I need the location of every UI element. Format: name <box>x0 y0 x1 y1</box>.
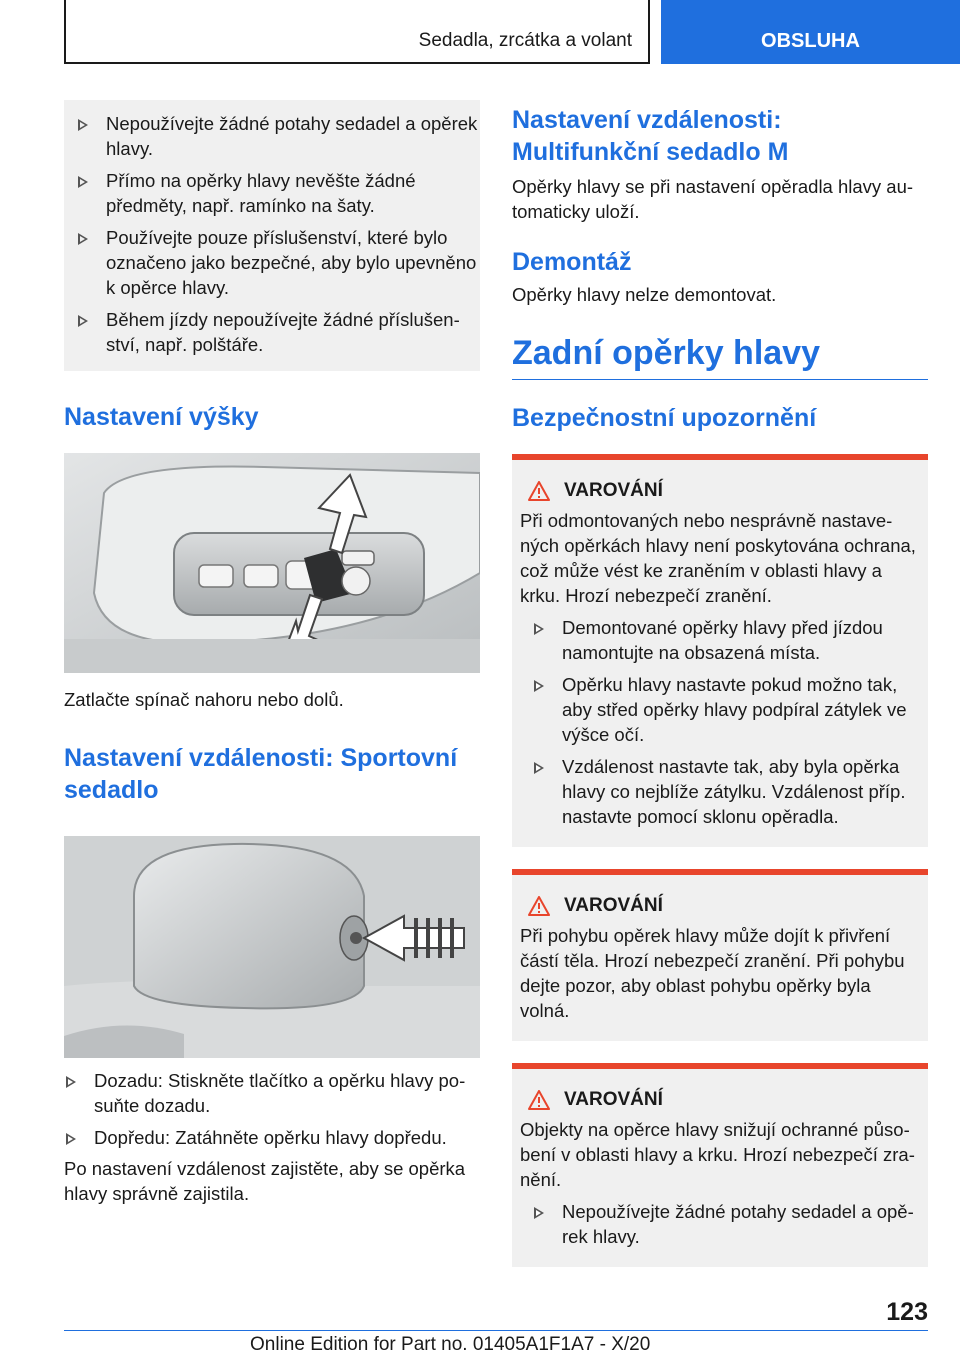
dismount-heading: Demontáž <box>512 248 632 276</box>
warning-title <box>520 895 920 917</box>
seat-switch-photo <box>64 453 480 673</box>
rear-heading: Zadní opěrky hlavy <box>512 333 928 380</box>
warning-text: Při odmontovaných nebo nesprávně nastavených opěrkách hlavy není poskytována ochrana, což může vést ke zraněním v oblasti hlavy a krku. Hrozí nebezpečí zranění. <box>520 510 916 606</box>
warning-title-text: VAROVÁNÍ <box>564 480 663 501</box>
header-frame <box>64 0 650 64</box>
warning-text: Při pohybu opěrek hlavy může dojít k přivření částí těla. Hrozí nebezpečí zranění. Při pohybu dejte pozor, aby oblast pohybu opěrky byla volná. <box>520 925 905 1021</box>
header-section-title: Sedadla, zrcátka a volant <box>418 30 632 51</box>
sport-heading: Nastavení vzdálenosti: Sportovní sedadlo <box>64 744 458 804</box>
warning-title <box>520 1089 920 1111</box>
list-item: Přímo na opěrky hlavy nevěšte žádné předměty, např. ramínko na šaty. <box>64 168 480 218</box>
right-column <box>512 100 928 1267</box>
warning-box <box>512 1063 928 1267</box>
multi-text: Opěrky hlavy se při nastavení opěradla hlavy automaticky uloží. <box>512 176 914 222</box>
list-item: Nepoužívejte žádné potahy sedadel a opěrek hlavy. <box>520 1199 920 1249</box>
warning-triangle-icon <box>528 481 550 501</box>
headrest-button-photo <box>64 836 480 1058</box>
top-bullet-box <box>64 100 480 371</box>
warning-title-text: VAROVÁNÍ <box>564 1089 663 1110</box>
dismount-text: Opěrky hlavy nelze demontovat. <box>512 284 777 305</box>
list-item: Během jízdy nepoužívejte žádné příslušenství, např. polštáře. <box>64 307 480 357</box>
sport-bullets <box>64 1068 480 1150</box>
headrest-illustration <box>64 836 480 1058</box>
list-item: Demontované opěrky hlavy před jízdou namontujte na obsazená místa. <box>520 615 920 665</box>
height-caption: Zatlačte spínač nahoru nebo dolů. <box>64 689 344 710</box>
left-column <box>64 100 480 1206</box>
list-item: Dopředu: Zatáhněte opěrku hlavy dopředu. <box>64 1125 480 1150</box>
page-number: 123 <box>886 1298 928 1326</box>
list-item: Nepoužívejte žádné potahy sedadel a opěrek hlavy. <box>64 111 480 161</box>
list-item: Opěrku hlavy nastavte pokud možno tak, aby střed opěrky hlavy podpíral zátylek ve výšce očí. <box>520 672 920 747</box>
seat-switch-illustration <box>64 453 480 673</box>
multi-heading: Nastavení vzdálenosti: Multifunkční sedadlo M <box>512 106 789 166</box>
warning-triangle-icon <box>528 896 550 916</box>
warning-title <box>520 480 920 502</box>
sport-note: Po nastavení vzdálenost zajistěte, aby se opěrka hlavy správně zajistila. <box>64 1158 466 1204</box>
list-item: Vzdálenost nastavte tak, aby byla opěrka hlavy co nejblíže zátylku. Vzdálenost příp. nastavte pomocí sklonu opěradla. <box>520 754 920 829</box>
warning-triangle-icon <box>528 1090 550 1110</box>
warning-text: Objekty na opěrce hlavy snižují ochranné působení v oblasti hlavy a krku. Hrozí nebezpečí zranění. <box>520 1119 915 1190</box>
height-heading: Nastavení výšky <box>64 403 259 431</box>
header-tab[interactable]: OBSLUHA <box>661 0 960 64</box>
footer-edition: Online Edition for Part no. 01405A1F1A7 - X/20 <box>250 1334 651 1355</box>
list-item: Dozadu: Stiskněte tlačítko a opěrku hlavy posuňte dozadu. <box>64 1068 480 1118</box>
warning-box <box>512 869 928 1041</box>
safety-heading: Bezpečnostní upozornění <box>512 404 817 432</box>
footer-divider <box>64 1330 928 1331</box>
warning-title-text: VAROVÁNÍ <box>564 895 663 916</box>
list-item: Používejte pouze příslušenství, které bylo označeno jako bezpečné, aby bylo upevněno k opěrce hlavy. <box>64 225 480 300</box>
warning-box <box>512 454 928 847</box>
